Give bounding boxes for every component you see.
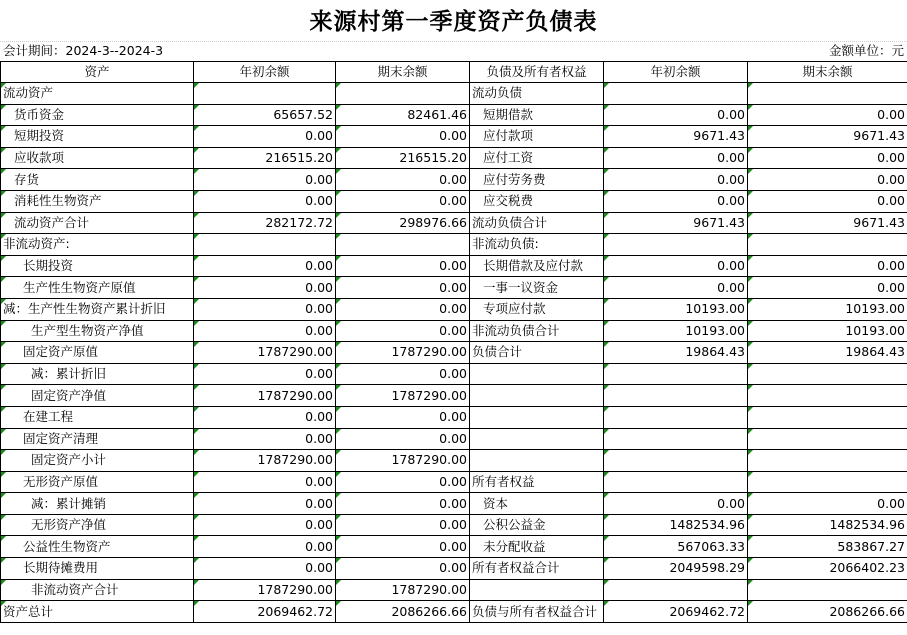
asset-closing-cell[interactable]: 0.00	[336, 190, 470, 212]
asset-closing-cell[interactable]: 0.00	[336, 298, 470, 320]
liability-opening-cell[interactable]: 10193.00	[604, 298, 748, 320]
table-row	[1, 320, 907, 342]
asset-opening-cell[interactable]: 0.00	[194, 493, 336, 515]
table-row	[1, 514, 907, 536]
asset-label-cell[interactable]: 货币资金	[1, 104, 194, 126]
asset-closing-cell[interactable]: 0.00	[336, 428, 470, 450]
asset-opening-cell[interactable]: 0.00	[194, 277, 336, 299]
asset-closing-cell[interactable]: 0.00	[336, 363, 470, 385]
asset-opening-cell[interactable]	[194, 83, 336, 105]
asset-closing-cell[interactable]: 0.00	[336, 255, 470, 277]
liability-opening-cell[interactable]	[604, 363, 748, 385]
table-row	[1, 385, 907, 407]
liability-label-cell[interactable]: 短期借款	[470, 104, 604, 126]
liability-closing-cell[interactable]: 0.00	[748, 255, 907, 277]
table-row	[1, 406, 907, 428]
liability-label-cell[interactable]	[470, 579, 604, 601]
liability-closing-cell[interactable]: 9671.43	[748, 212, 907, 234]
asset-label-cell[interactable]: 短期投资	[1, 126, 194, 148]
asset-opening-cell[interactable]: 0.00	[194, 363, 336, 385]
table-row	[1, 601, 907, 623]
asset-label-cell[interactable]: 固定资产原值	[1, 342, 194, 364]
liability-label-cell[interactable]: 长期借款及应付款	[470, 255, 604, 277]
table-row	[1, 169, 907, 191]
liability-label-cell[interactable]: 应付款项	[470, 126, 604, 148]
header-assets-closing: 期末余额	[336, 62, 470, 83]
liability-label-cell[interactable]	[470, 385, 604, 407]
liability-label-cell[interactable]	[470, 450, 604, 472]
table-row	[1, 428, 907, 450]
asset-opening-cell[interactable]: 65657.52	[194, 104, 336, 126]
liability-opening-cell[interactable]: 1482534.96	[604, 514, 748, 536]
liability-closing-cell[interactable]: 1482534.96	[748, 514, 907, 536]
liability-label-cell[interactable]: 专项应付款	[470, 298, 604, 320]
asset-opening-cell[interactable]: 0.00	[194, 471, 336, 493]
asset-closing-cell[interactable]: 216515.20	[336, 147, 470, 169]
liability-opening-cell[interactable]	[604, 450, 748, 472]
liability-closing-cell[interactable]: 2066402.23	[748, 558, 907, 580]
table-row	[1, 147, 907, 169]
asset-closing-cell[interactable]: 298976.66	[336, 212, 470, 234]
asset-label-cell[interactable]: 减：累计摊销	[1, 493, 194, 515]
liability-label-cell[interactable]	[470, 363, 604, 385]
liability-closing-cell[interactable]: 583867.27	[748, 536, 907, 558]
asset-label-cell[interactable]: 长期投资	[1, 255, 194, 277]
liability-opening-cell[interactable]: 2069462.72	[604, 601, 748, 623]
asset-closing-cell[interactable]	[336, 234, 470, 256]
header-assets: 资产	[1, 62, 194, 83]
asset-label-cell[interactable]: 长期待摊费用	[1, 558, 194, 580]
liability-opening-cell[interactable]	[604, 83, 748, 105]
asset-closing-cell[interactable]: 0.00	[336, 558, 470, 580]
liability-opening-cell[interactable]: 9671.43	[604, 212, 748, 234]
table-row	[1, 342, 907, 364]
liability-label-cell[interactable]: 所有者权益合计	[470, 558, 604, 580]
table-row	[1, 298, 907, 320]
asset-label-cell[interactable]: 非流动资产:	[1, 234, 194, 256]
liability-opening-cell[interactable]: 19864.43	[604, 342, 748, 364]
liability-label-cell[interactable]: 负债合计	[470, 342, 604, 364]
asset-label-cell[interactable]: 应收款项	[1, 147, 194, 169]
asset-opening-cell[interactable]: 0.00	[194, 320, 336, 342]
asset-closing-cell[interactable]	[336, 83, 470, 105]
liability-closing-cell[interactable]: 0.00	[748, 169, 907, 191]
liability-opening-cell[interactable]: 0.00	[604, 104, 748, 126]
liability-opening-cell[interactable]: 0.00	[604, 169, 748, 191]
liability-closing-cell[interactable]: 0.00	[748, 493, 907, 515]
asset-label-cell[interactable]: 流动资产	[1, 83, 194, 105]
liability-opening-cell[interactable]	[604, 579, 748, 601]
asset-label-cell[interactable]: 减：生产性生物资产累计折旧	[1, 298, 194, 320]
liability-closing-cell[interactable]: 0.00	[748, 277, 907, 299]
liability-closing-cell[interactable]	[748, 234, 907, 256]
asset-label-cell[interactable]: 无形资产原值	[1, 471, 194, 493]
liability-label-cell[interactable]: 应付劳务费	[470, 169, 604, 191]
asset-opening-cell[interactable]	[194, 234, 336, 256]
header-liabilities-opening: 年初余额	[604, 62, 748, 83]
asset-opening-cell[interactable]: 0.00	[194, 428, 336, 450]
table-row	[1, 190, 907, 212]
liability-closing-cell[interactable]	[748, 428, 907, 450]
asset-label-cell[interactable]: 固定资产清理	[1, 428, 194, 450]
header-liabilities-closing: 期末余额	[748, 62, 907, 83]
liability-closing-cell[interactable]: 9671.43	[748, 126, 907, 148]
liability-label-cell[interactable]: 公积公益金	[470, 514, 604, 536]
asset-closing-cell[interactable]: 0.00	[336, 169, 470, 191]
header-row	[1, 62, 907, 83]
asset-opening-cell[interactable]: 1787290.00	[194, 579, 336, 601]
accounting-period: 会计期间：2024-3--2024-3	[3, 43, 164, 58]
liability-closing-cell[interactable]: 2086266.66	[748, 601, 907, 623]
table-row	[1, 471, 907, 493]
liability-label-cell[interactable]: 流动负债合计	[470, 212, 604, 234]
asset-opening-cell[interactable]: 1787290.00	[194, 450, 336, 472]
liability-closing-cell[interactable]	[748, 579, 907, 601]
liability-opening-cell[interactable]: 0.00	[604, 147, 748, 169]
table-row	[1, 450, 907, 472]
liability-closing-cell[interactable]	[748, 363, 907, 385]
liability-closing-cell[interactable]: 10193.00	[748, 320, 907, 342]
asset-opening-cell[interactable]: 0.00	[194, 126, 336, 148]
asset-opening-cell[interactable]: 0.00	[194, 558, 336, 580]
asset-opening-cell[interactable]: 1787290.00	[194, 385, 336, 407]
table-row	[1, 234, 907, 256]
asset-closing-cell[interactable]: 0.00	[336, 126, 470, 148]
asset-closing-cell[interactable]: 1787290.00	[336, 385, 470, 407]
header-liabilities: 负债及所有者权益	[470, 62, 604, 83]
asset-label-cell[interactable]: 消耗性生物资产	[1, 190, 194, 212]
liability-label-cell[interactable]	[470, 428, 604, 450]
asset-opening-cell[interactable]: 0.00	[194, 406, 336, 428]
liability-label-cell[interactable]: 非流动负债合计	[470, 320, 604, 342]
asset-opening-cell[interactable]: 0.00	[194, 169, 336, 191]
liability-label-cell[interactable]: 非流动负债:	[470, 234, 604, 256]
liability-closing-cell[interactable]: 19864.43	[748, 342, 907, 364]
currency-unit: 金额单位：元	[828, 43, 904, 58]
asset-closing-cell[interactable]: 1787290.00	[336, 450, 470, 472]
asset-label-cell[interactable]: 固定资产小计	[1, 450, 194, 472]
liability-opening-cell[interactable]	[604, 234, 748, 256]
asset-closing-cell[interactable]: 0.00	[336, 493, 470, 515]
liability-closing-cell[interactable]: 0.00	[748, 190, 907, 212]
asset-opening-cell[interactable]: 0.00	[194, 255, 336, 277]
liability-opening-cell[interactable]: 0.00	[604, 255, 748, 277]
liability-closing-cell[interactable]	[748, 83, 907, 105]
liability-opening-cell[interactable]	[604, 406, 748, 428]
table-row	[1, 126, 907, 148]
liability-label-cell[interactable]: 一事一议资金	[470, 277, 604, 299]
balance-sheet-table	[0, 61, 907, 623]
liability-closing-cell[interactable]	[748, 450, 907, 472]
liability-closing-cell[interactable]	[748, 406, 907, 428]
asset-opening-cell[interactable]: 0.00	[194, 514, 336, 536]
liability-opening-cell[interactable]: 0.00	[604, 493, 748, 515]
asset-opening-cell[interactable]: 1787290.00	[194, 342, 336, 364]
liability-label-cell[interactable]	[470, 406, 604, 428]
liability-opening-cell[interactable]: 567063.33	[604, 536, 748, 558]
asset-closing-cell[interactable]: 1787290.00	[336, 342, 470, 364]
asset-label-cell[interactable]: 资产总计	[1, 601, 194, 623]
asset-opening-cell[interactable]: 0.00	[194, 298, 336, 320]
asset-closing-cell[interactable]: 2086266.66	[336, 601, 470, 623]
liability-opening-cell[interactable]	[604, 385, 748, 407]
asset-closing-cell[interactable]: 0.00	[336, 471, 470, 493]
asset-label-cell[interactable]: 固定资产净值	[1, 385, 194, 407]
asset-closing-cell[interactable]: 0.00	[336, 406, 470, 428]
asset-label-cell[interactable]: 减：累计折旧	[1, 363, 194, 385]
liability-label-cell[interactable]: 所有者权益	[470, 471, 604, 493]
liability-label-cell[interactable]: 负债与所有者权益合计	[470, 601, 604, 623]
table-row	[1, 255, 907, 277]
asset-label-cell[interactable]: 非流动资产合计	[1, 579, 194, 601]
table-row	[1, 277, 907, 299]
header-assets-opening: 年初余额	[194, 62, 336, 83]
asset-opening-cell[interactable]: 0.00	[194, 190, 336, 212]
asset-label-cell[interactable]: 流动资产合计	[1, 212, 194, 234]
table-row	[1, 104, 907, 126]
liability-closing-cell[interactable]: 0.00	[748, 104, 907, 126]
asset-label-cell[interactable]: 生产型生物资产净值	[1, 320, 194, 342]
liability-label-cell[interactable]: 未分配收益	[470, 536, 604, 558]
table-row	[1, 363, 907, 385]
liability-opening-cell[interactable]	[604, 471, 748, 493]
asset-closing-cell[interactable]: 0.00	[336, 514, 470, 536]
liability-opening-cell[interactable]: 2049598.29	[604, 558, 748, 580]
asset-closing-cell[interactable]: 0.00	[336, 277, 470, 299]
liability-closing-cell[interactable]	[748, 471, 907, 493]
liability-label-cell[interactable]: 资本	[470, 493, 604, 515]
liability-opening-cell[interactable]: 10193.00	[604, 320, 748, 342]
liability-closing-cell[interactable]: 0.00	[748, 147, 907, 169]
table-row	[1, 558, 907, 580]
liability-label-cell[interactable]: 流动负债	[470, 83, 604, 105]
liability-opening-cell[interactable]: 0.00	[604, 277, 748, 299]
asset-opening-cell[interactable]: 2069462.72	[194, 601, 336, 623]
liability-opening-cell[interactable]: 0.00	[604, 190, 748, 212]
table-row	[1, 536, 907, 558]
asset-label-cell[interactable]: 无形资产净值	[1, 514, 194, 536]
asset-label-cell[interactable]: 公益性生物资产	[1, 536, 194, 558]
table-row	[1, 83, 907, 105]
asset-label-cell[interactable]: 存货	[1, 169, 194, 191]
table-row	[1, 579, 907, 601]
asset-label-cell[interactable]: 在建工程	[1, 406, 194, 428]
table-row	[1, 212, 907, 234]
liability-label-cell[interactable]: 应付工资	[470, 147, 604, 169]
asset-opening-cell[interactable]: 282172.72	[194, 212, 336, 234]
asset-opening-cell[interactable]: 0.00	[194, 536, 336, 558]
liability-label-cell[interactable]: 应交税费	[470, 190, 604, 212]
asset-opening-cell[interactable]: 216515.20	[194, 147, 336, 169]
asset-closing-cell[interactable]: 0.00	[336, 536, 470, 558]
asset-closing-cell[interactable]: 82461.46	[336, 104, 470, 126]
liability-closing-cell[interactable]	[748, 385, 907, 407]
liability-opening-cell[interactable]: 9671.43	[604, 126, 748, 148]
table-row	[1, 493, 907, 515]
liability-opening-cell[interactable]	[604, 428, 748, 450]
asset-closing-cell[interactable]: 0.00	[336, 320, 470, 342]
asset-closing-cell[interactable]: 1787290.00	[336, 579, 470, 601]
sheet-title: 来源村第一季度资产负债表	[309, 8, 598, 35]
asset-label-cell[interactable]: 生产性生物资产原值	[1, 277, 194, 299]
liability-closing-cell[interactable]: 10193.00	[748, 298, 907, 320]
